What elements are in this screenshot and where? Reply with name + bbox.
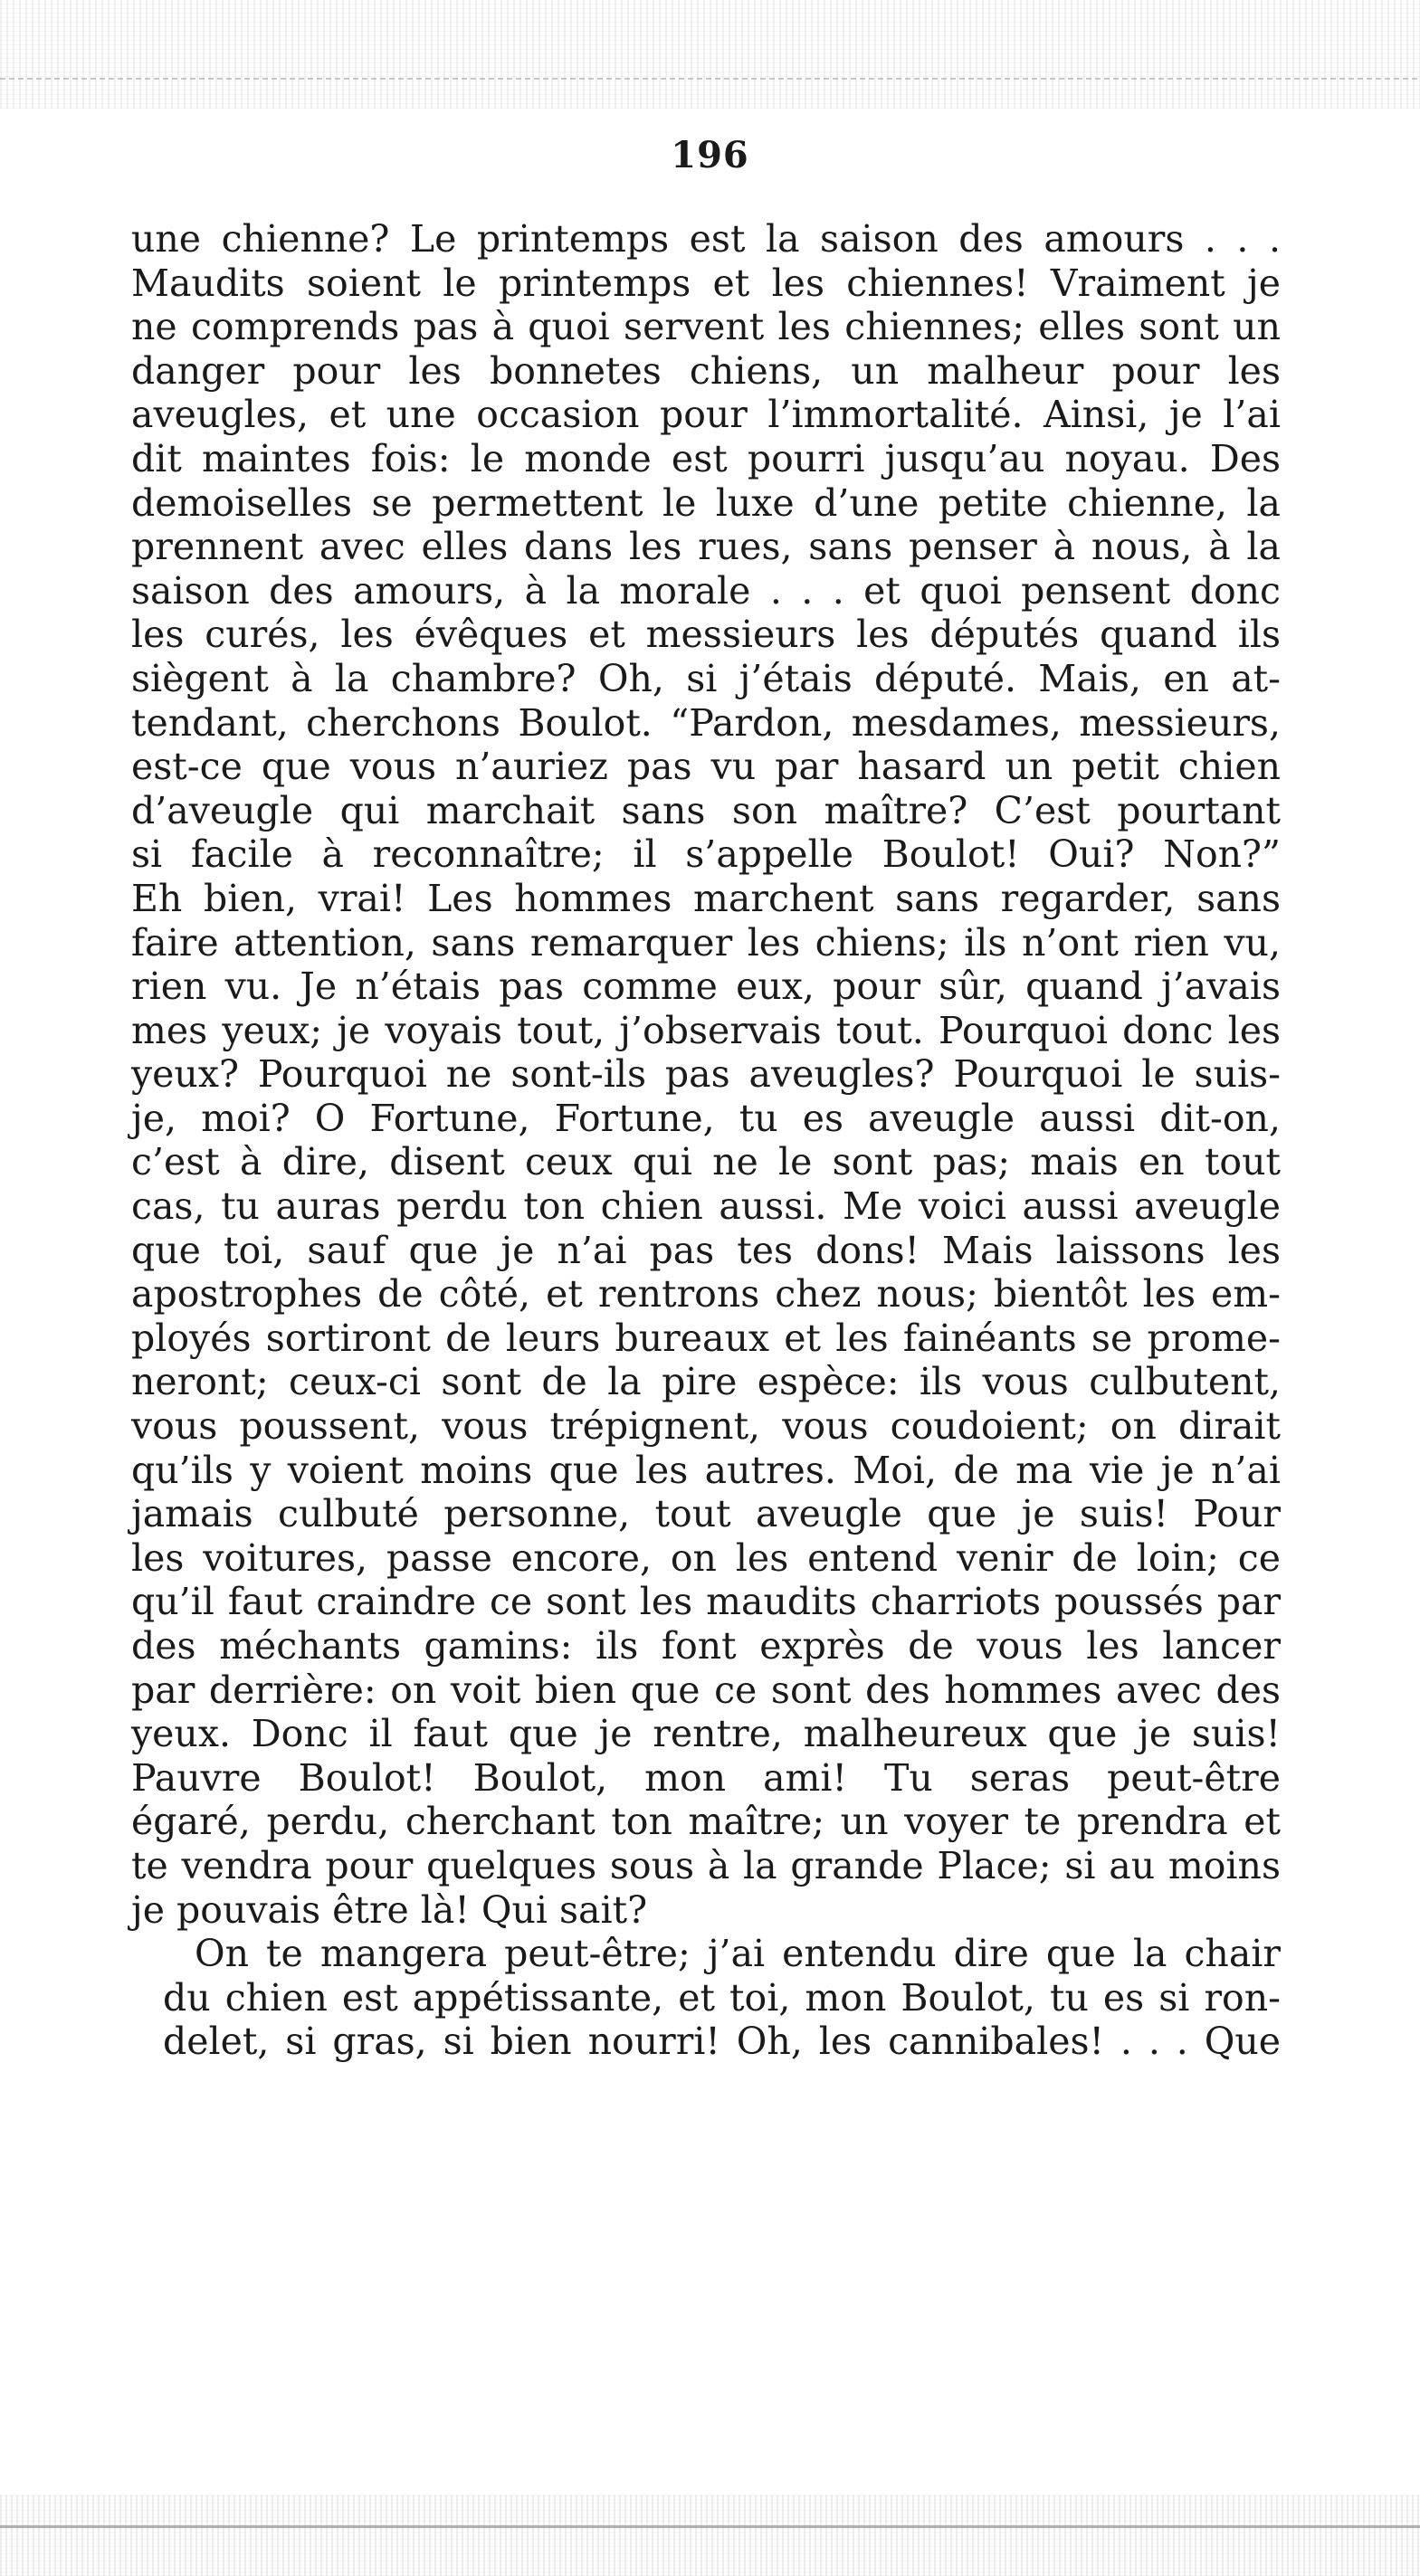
text-line: delet, si gras, si bien nourri! Oh, les cannibales! . . . Que [163,2020,1281,2064]
text-line: yeux. Donc il faut que je rentre, malheureux que je suis! [131,1712,1281,1756]
text-line: Eh bien, vrai! Les hommes marchent sans regarder, sans [131,876,1281,920]
text-line: du chien est appétissante, et toi, mon Boulot, tu es si ron- [163,1975,1281,2020]
text-line: apostrophes de côté, et rentrons chez nous; bientôt les em- [131,1272,1281,1317]
text-line: Maudits soient le printemps et les chiennes! Vraiment je [131,261,1281,305]
text-line: siègent à la chambre? Oh, si j’étais député. Mais, en at- [131,656,1281,700]
text-line: dit maintes fois: le monde est pourri jusqu’au noyau. Des [131,436,1281,480]
text-line: tendant, cherchons Boulot. “Pardon, mesdames, messieurs, [131,700,1281,745]
text-line: vous poussent, vous trépignent, vous coudoient; on dirait [131,1404,1281,1449]
text-line: te vendra pour quelques sous à la grande Place; si au moins [131,1843,1281,1887]
text-line: que toi, sauf que je n’ai pas tes dons! Mais laissons les [131,1228,1281,1272]
body-text [131,217,1281,2064]
text-line: Pauvre Boulot! Boulot, mon ami! Tu seras peut-être [131,1755,1281,1800]
text-line: neront; ceux-ci sont de la pire espèce: ils vous culbutent, [131,1360,1281,1404]
text-line: demoiselles se permettent le luxe d’une petite chienne, la [131,480,1281,525]
text-line: des méchants gamins: ils font exprès de vous les lancer [131,1624,1281,1668]
page-number: 196 [671,134,749,176]
text-line: les voitures, passe encore, on les entend venir de loin; ce [131,1535,1281,1580]
text-line: je, moi? O Fortune, Fortune, tu es aveugle aussi dit-on, [131,1096,1281,1140]
text-line: c’est à dire, disent ceux qui ne le sont pas; mais en tout [131,1140,1281,1184]
text-line: qu’ils y voient moins que les autres. Moi, de ma vie je n’ai [131,1448,1281,1492]
text-line: prennent avec elles dans les rues, sans penser à nous, à la [131,525,1281,569]
text-line: cas, tu auras perdu ton chien aussi. Me voici aussi aveugle [131,1184,1281,1229]
text-line: ne comprends pas à quoi servent les chiennes; elles sont un [131,305,1281,349]
text-line: danger pour les bonnetes chiens, un malheur pour les [131,348,1281,393]
paragraph-start-line: On te mangera peut-être; j’ai entendu dire que la chair [195,1932,1281,1976]
text-line: ployés sortiront de leurs bureaux et les fainéants se prome- [131,1316,1281,1360]
text-line: qu’il faut craindre ce sont les maudits charriots poussés par [131,1580,1281,1624]
text-line: les curés, les évêques et messieurs les députés quand ils [131,613,1281,657]
text-line: faire attention, sans remarquer les chiens; ils n’ont rien vu, [131,920,1281,965]
scan-noise-bottom [0,2495,1420,2576]
text-line: est-ce que vous n’auriez pas vu par hasard un petit chien [131,745,1281,789]
text-line: je pouvais être là! Qui sait? [131,1887,648,1932]
scan-noise-top [0,0,1420,109]
text-line: aveugles, et une occasion pour l’immortalité. Ainsi, je l’ai [131,393,1281,437]
text-line: par derrière: on voit bien que ce sont des hommes avec des [131,1668,1281,1712]
text-line: rien vu. Je n’étais pas comme eux, pour sûr, quand j’avais [131,965,1281,1009]
text-line: si facile à reconnaître; il s’appelle Boulot! Oui? Non?” [131,832,1281,877]
text-line: saison des amours, à la morale . . . et quoi pensent donc [131,568,1281,613]
text-line: une chienne? Le printemps est la saison des amours . . . [131,217,1281,261]
text-line: mes yeux; je voyais tout, j’observais tout. Pourquoi donc les [131,1008,1281,1052]
text-line: égaré, perdu, cherchant ton maître; un voyer te prendra et [131,1800,1281,1844]
text-line: d’aveugle qui marchait sans son maître? C’est pourtant [131,788,1281,832]
text-line: yeux? Pourquoi ne sont-ils pas aveugles? Pourquoi le suis- [131,1052,1281,1097]
text-line: jamais culbuté personne, tout aveugle que je suis! Pour [131,1492,1281,1536]
